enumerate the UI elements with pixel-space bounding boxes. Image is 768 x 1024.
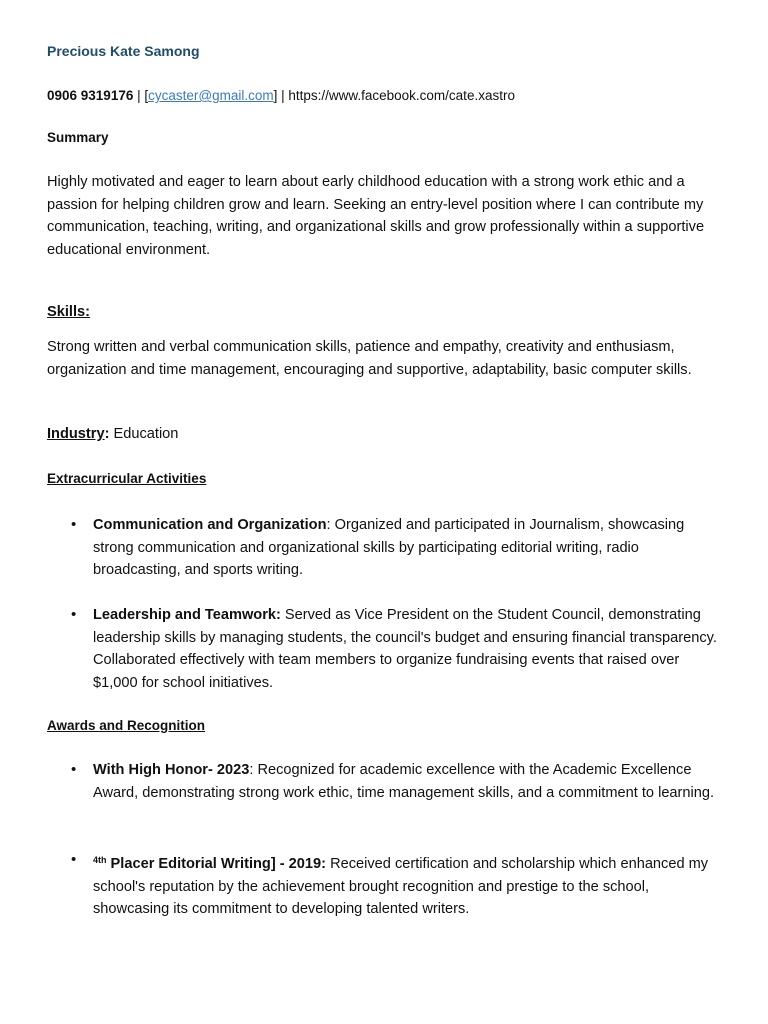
item-title: Leadership and Teamwork: xyxy=(93,607,281,623)
summary-text: Highly motivated and eager to learn about early childhood education with a strong work ethic and a passion for helping children grow and learn. Seeking an entry-level position where I can contribute my communication, teaching, writing, and organizational skills and grow professionally within a supportive educational environment. xyxy=(47,174,705,258)
item-text: Received certification and scholarship which enhanced my school's reputation by the achievement brought recognition and prestige to the school, showcasing its commitment to developing talented writers. xyxy=(93,856,709,918)
industry-value: Education xyxy=(109,426,179,442)
industry-line xyxy=(47,426,178,442)
email-link[interactable]: cycaster@gmail.com xyxy=(148,88,274,103)
list-item xyxy=(47,849,723,921)
candidate-name: Precious Kate Samong xyxy=(47,43,200,59)
bullet-icon: • xyxy=(71,516,77,533)
item-text: : Recognized for academic excellence with the Academic Excellence Award, demonstrating strong work ethic, time management skills, and a commitment to learning. xyxy=(93,762,715,801)
list-item xyxy=(47,759,723,804)
bullet-icon: • xyxy=(71,761,77,778)
industry-label: Industry xyxy=(47,426,105,442)
bullet-icon: • xyxy=(71,851,77,868)
item-title: Communication and Organization xyxy=(93,517,327,533)
list-item xyxy=(47,514,723,582)
phone-number: 0906 9319176 xyxy=(47,88,134,103)
extracurricular-heading: Extracurricular Activities xyxy=(47,471,207,486)
awards-heading: Awards and Recognition xyxy=(47,718,206,733)
list-item xyxy=(47,604,723,694)
item-text: Served as Vice President on the Student Council, demonstrating leadership skills by managing students, the council's budget and ensuring financial transparency. Collaborated effectively with team members to organize fundraising events that raised over $1,000 for school initiatives. xyxy=(93,607,717,691)
ordinal-superscript: 4th xyxy=(93,855,107,865)
item-title: Placer Editorial Writing] - 2019: xyxy=(106,856,327,872)
item-text: : Organized and participated in Journalism, showcasing strong communication and organizational skills by participating editorial writing, radio broadcasting, and sports writing. xyxy=(93,517,685,579)
skills-heading: Skills: xyxy=(47,304,90,320)
facebook-url: https://www.facebook.com/cate.xastro xyxy=(288,88,515,103)
item-title: With High Honor- 2023 xyxy=(93,762,250,778)
industry-colon: : xyxy=(104,426,110,442)
contact-line xyxy=(47,88,515,103)
contact-separator-1: | [ xyxy=(133,88,149,103)
summary-heading: Summary xyxy=(47,130,109,145)
contact-separator-2: ] | xyxy=(273,88,289,103)
bullet-icon: • xyxy=(71,606,77,623)
skills-text: Strong written and verbal communication skills, patience and empathy, creativity and enthusiasm, organization and time management, encouraging and supportive, adaptability, basic computer skills. xyxy=(47,339,692,378)
